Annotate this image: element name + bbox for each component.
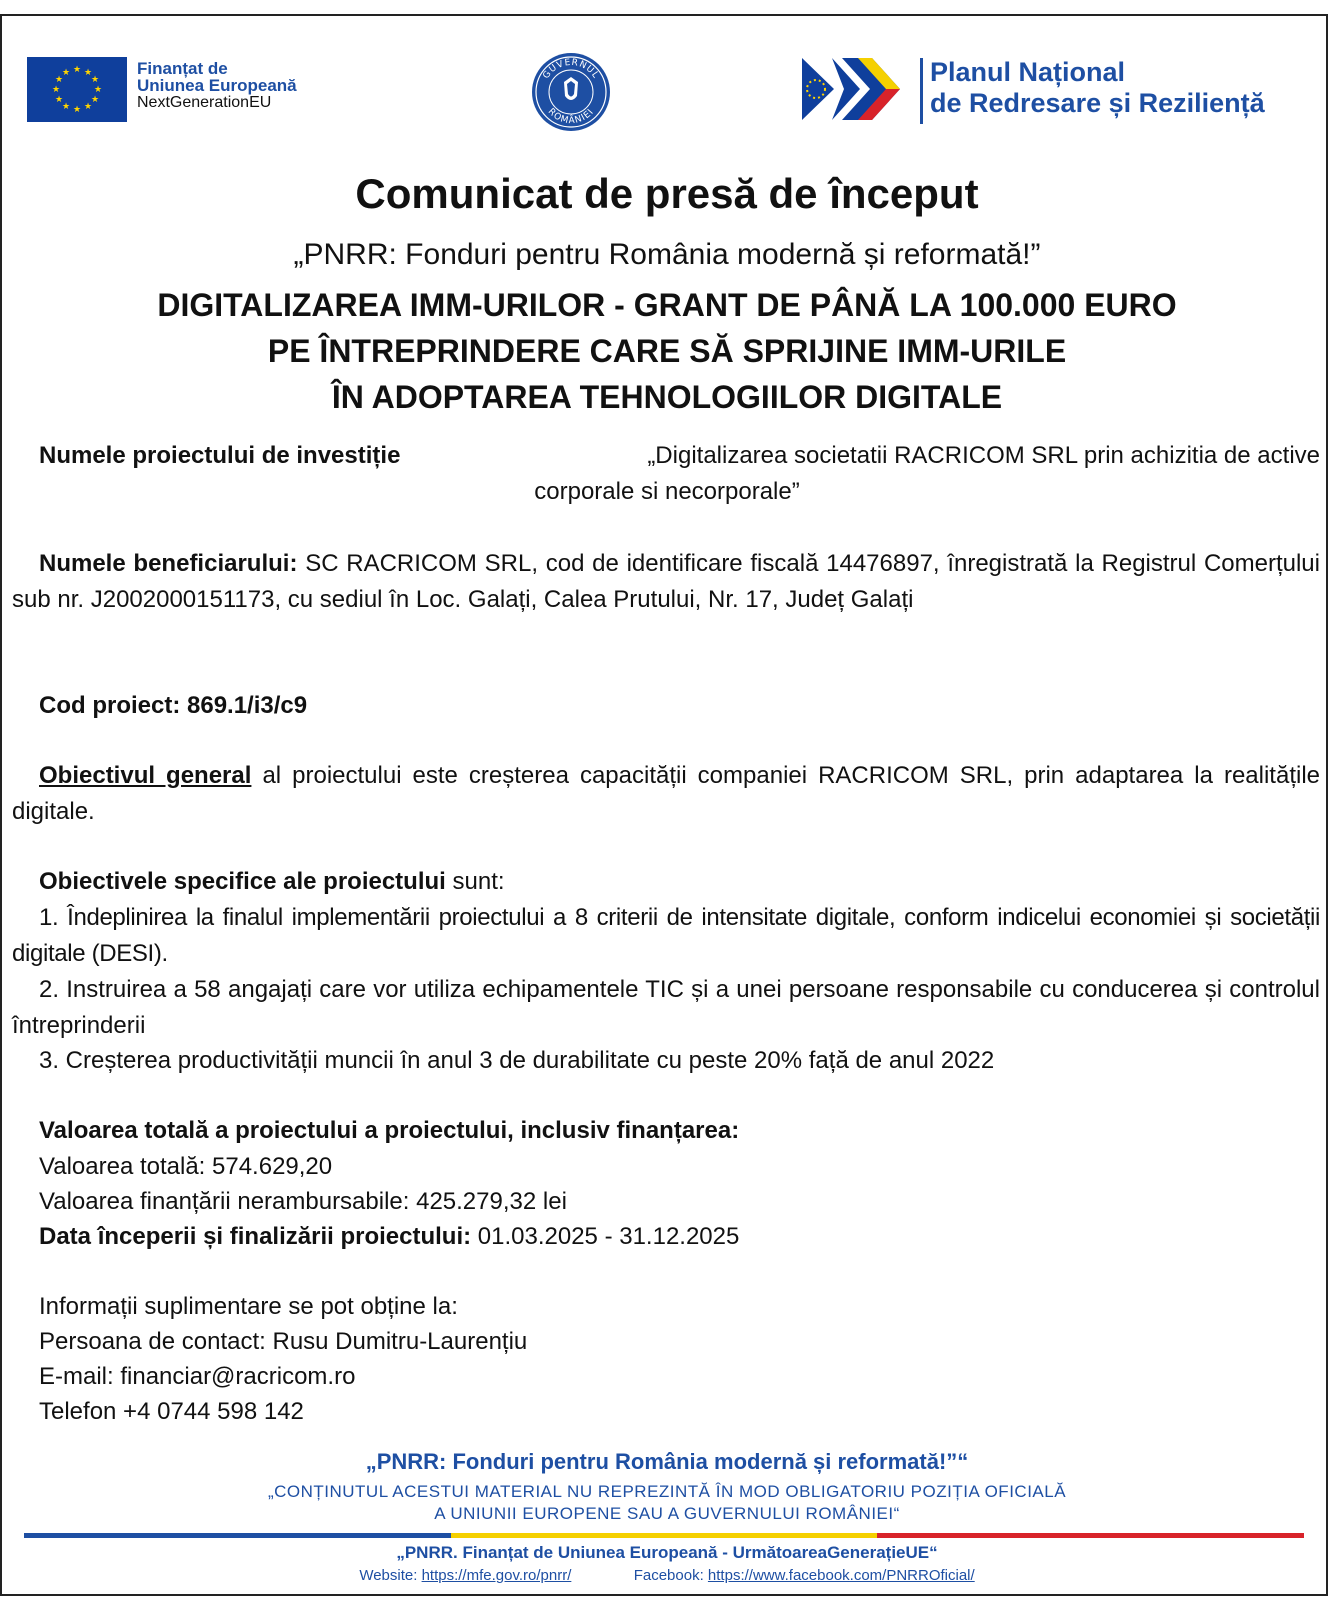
specific-objectives-heading xyxy=(39,864,505,900)
svg-text:★: ★ xyxy=(51,85,61,95)
grant-value: Valoarea finanțării nerambursabile: 425.279,32 lei xyxy=(39,1188,567,1215)
contact-person: Persoana de contact: Rusu Dumitru-Laurențiu xyxy=(39,1328,528,1355)
specific-objectives-suffix: sunt: xyxy=(452,868,505,895)
footer-disclaimer xyxy=(0,1481,1334,1525)
disclaimer-line1: „CONȚINUTUL ACESTUI MATERIAL NU REPREZINTĂ ÎN MOD OBLIGATORIU POZIȚIA OFICIALĂ xyxy=(267,1482,1067,1501)
beneficiary-value: SC RACRICOM SRL, cod de identificare fiscală 14476897, înregistrată la Registrul Comerțului sub nr. J2002000151173, cu sediul în Loc. Galați, Calea Prutului, Nr. 17, Județ Galați xyxy=(12,550,1320,613)
project-dates-value: 01.03.2025 - 31.12.2025 xyxy=(477,1223,740,1250)
eu-line3: NextGenerationEU xyxy=(137,94,272,111)
website-label: Website: xyxy=(359,1567,418,1584)
general-objective-paragraph xyxy=(12,758,1320,830)
facebook-label: Facebook: xyxy=(633,1567,704,1584)
disclaimer-line2: A UNIUNII EUROPENE SAU A GUVERNULUI ROMÂNIEI“ xyxy=(434,1504,900,1523)
project-code: Cod proiect: 869.1/i3/c9 xyxy=(39,692,308,719)
facebook-link[interactable]: https://www.facebook.com/PNRROficial/ xyxy=(707,1567,975,1584)
heading-line3: ÎN ADOPTAREA TEHNOLOGIILOR DIGITALE xyxy=(331,379,1003,415)
svg-text:★: ★ xyxy=(61,68,71,78)
svg-text:★: ★ xyxy=(61,102,71,112)
svg-text:★: ★ xyxy=(83,102,93,112)
beneficiary-label: Numele beneficiarului: xyxy=(39,550,298,577)
eu-funding-label xyxy=(137,60,297,111)
pnrr-title xyxy=(930,57,1265,119)
beneficiary-paragraph xyxy=(12,546,1320,618)
project-name-value2: corporale si necorporale” xyxy=(534,478,800,505)
svg-text:★: ★ xyxy=(83,68,93,78)
pnrr-line1: Planul Național xyxy=(930,57,1126,87)
tricolor-divider xyxy=(24,1533,1304,1538)
general-objective-text: al proiectului este creșterea capacității companiei RACRICOM SRL, prin adaptarea la realitățile digitale. xyxy=(12,762,1320,825)
project-name-label: Numele proiectului de investiție xyxy=(39,442,401,469)
eu-flag-logo xyxy=(27,57,127,122)
footer-funding: „PNRR. Finanțat de Uniunea Europeană - UrmătoareaGenerațieUE“ xyxy=(396,1543,938,1562)
svg-text:★: ★ xyxy=(93,85,103,95)
slogan: „PNRR: Fonduri pentru România modernă și reformată!” xyxy=(293,238,1041,271)
project-name-line1 xyxy=(39,438,1320,474)
svg-text:★: ★ xyxy=(90,75,100,85)
government-seal-logo xyxy=(530,51,612,133)
project-name-value1: „Digitalizarea societatii RACRICOM SRL prin achizitia de active xyxy=(647,442,1320,469)
footer-slogan: „PNRR: Fonduri pentru România modernă și reformată!”“ xyxy=(365,1449,969,1474)
footer-links xyxy=(0,1567,1334,1584)
total-value: Valoarea totală: 574.629,20 xyxy=(39,1153,333,1180)
eu-line2: Uniunea Europeană xyxy=(137,76,297,95)
pnrr-divider xyxy=(920,58,923,124)
heading-line1: DIGITALIZAREA IMM-URILOR - GRANT DE PÂNĂ LA 100.000 EURO xyxy=(157,287,1177,323)
general-objective-label: Obiectivul general xyxy=(39,762,252,789)
project-dates-label: Data începerii și finalizării proiectului: xyxy=(39,1223,472,1250)
project-dates xyxy=(39,1219,739,1255)
pnrr-line2: de Redresare și Reziliență xyxy=(930,88,1265,118)
objective-2: 2. Instruirea a 58 angajați care vor utiliza echipamentele TIC și a unei persoane responsabile cu conducerea și controlul întreprinderii xyxy=(12,976,1320,1039)
page-title: Comunicat de presă de început xyxy=(355,170,979,217)
svg-text:★: ★ xyxy=(54,95,64,105)
objective-1: 1. Îndeplinirea la finalul implementării proiectului a 8 criterii de intensitate digitale, conform indicelui economiei și societății digitale (DESI). xyxy=(12,904,1320,967)
svg-text:GUVERNUL: GUVERNUL xyxy=(541,57,601,81)
svg-text:★: ★ xyxy=(90,95,100,105)
objective-3: 3. Creșterea productivității muncii în anul 3 de durabilitate cu peste 20% față de anul 2022 xyxy=(39,1047,995,1074)
svg-text:★: ★ xyxy=(54,75,64,85)
contact-email: E-mail: financiar@racricom.ro xyxy=(39,1363,356,1390)
eu-line1: Finanțat de xyxy=(137,59,228,78)
value-heading: Valoarea totală a proiectului a proiectului, inclusiv finanțarea: xyxy=(39,1117,740,1144)
heading-line2: PE ÎNTREPRINDERE CARE SĂ SPRIJINE IMM-URILE xyxy=(267,333,1067,369)
svg-text:★: ★ xyxy=(72,105,82,115)
pnrr-flag-logo xyxy=(802,58,900,120)
website-link[interactable]: https://mfe.gov.ro/pnrr/ xyxy=(421,1567,572,1584)
info-heading: Informații suplimentare se pot obține la: xyxy=(39,1293,458,1320)
contact-phone: Telefon +4 0744 598 142 xyxy=(39,1398,304,1425)
specific-objectives-label: Obiectivele specifice ale proiectului xyxy=(39,868,446,895)
svg-text:ROMÂNIEI: ROMÂNIEI xyxy=(545,106,597,127)
svg-text:★: ★ xyxy=(72,65,82,75)
